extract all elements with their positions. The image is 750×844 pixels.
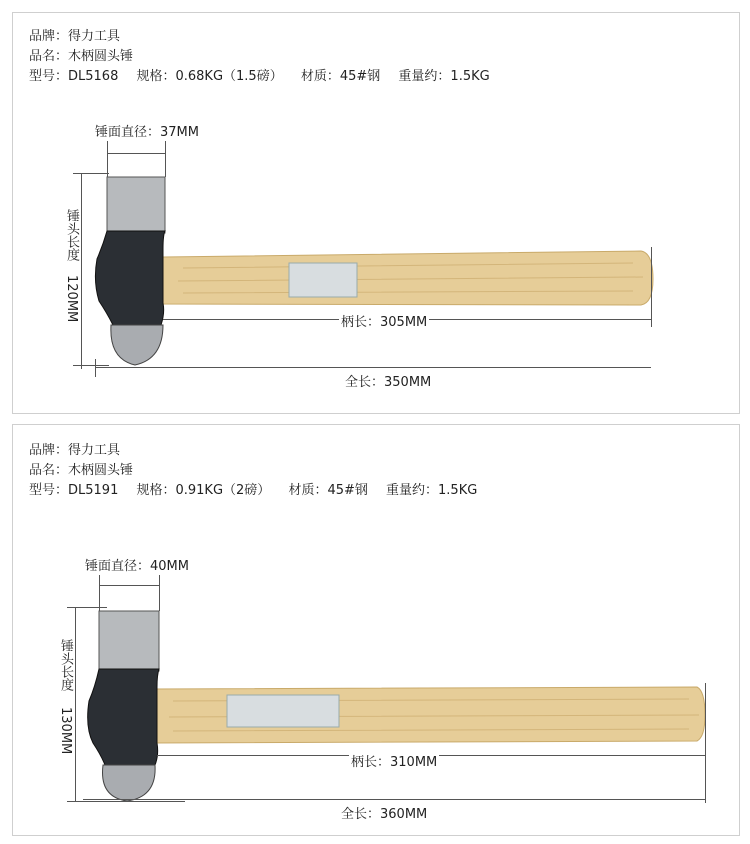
product-name-line: 品名：木柄圆头锤 [29,49,134,64]
head-length-label: 锤头长度 [58,639,73,691]
face-diameter-tick-right [159,575,160,611]
face-diameter-tick-left [107,141,108,177]
total-length-label: 全长：350MM [343,371,433,390]
handle-length-tick-right [651,247,652,327]
spec-text: 规格：0.91KG（2磅） [136,483,271,498]
material-text: 材质：45#钢 [300,69,381,84]
brand-line: 品牌：得力工具 [29,29,121,44]
model-text: 型号：DL5168 [29,69,119,84]
head-length-line [75,607,76,801]
product-name-line: 品名：木柄圆头锤 [29,463,134,478]
face-diameter-line [107,153,165,154]
face-diameter-line [99,585,159,586]
spec-text: 规格：0.68KG（1.5磅） [136,69,283,84]
material-text: 材质：45#钢 [288,483,368,498]
handle-length-tick-right [705,683,706,803]
model-text: 型号：DL5191 [29,483,119,498]
hammer-1-image [13,13,739,413]
head-length-tick-bottom [73,365,109,366]
handle-length-label: 柄长：305MM [339,311,429,330]
head-length-label: 锤头长度 [64,209,79,261]
head-length-tick-top [67,607,107,608]
head-length-value: 120MM [64,275,79,323]
weight-text: 重量约：1.5KG [386,483,478,498]
total-length-tick-left [95,359,96,377]
face-diameter-label: 锤面直径：40MM [83,555,191,574]
face-diameter-tick-left [99,575,100,611]
head-length-tick-top [73,173,109,174]
head-length-line [81,173,82,369]
face-diameter-tick-right [165,141,166,177]
hammer-2-image [13,425,739,835]
head-length-tick-bottom [67,801,185,802]
product-panel-1 [12,12,740,414]
face-diameter-label: 锤面直径：37MM [93,121,201,140]
total-length-line [95,367,651,368]
product-panel-2 [12,424,740,836]
head-length-value: 130MM [58,707,73,755]
total-length-label: 全长：360MM [339,803,429,822]
total-length-line [83,799,705,800]
handle-length-label: 柄长：310MM [349,751,439,770]
brand-line: 品牌：得力工具 [29,443,121,458]
weight-text: 重量约：1.5KG [398,69,490,84]
